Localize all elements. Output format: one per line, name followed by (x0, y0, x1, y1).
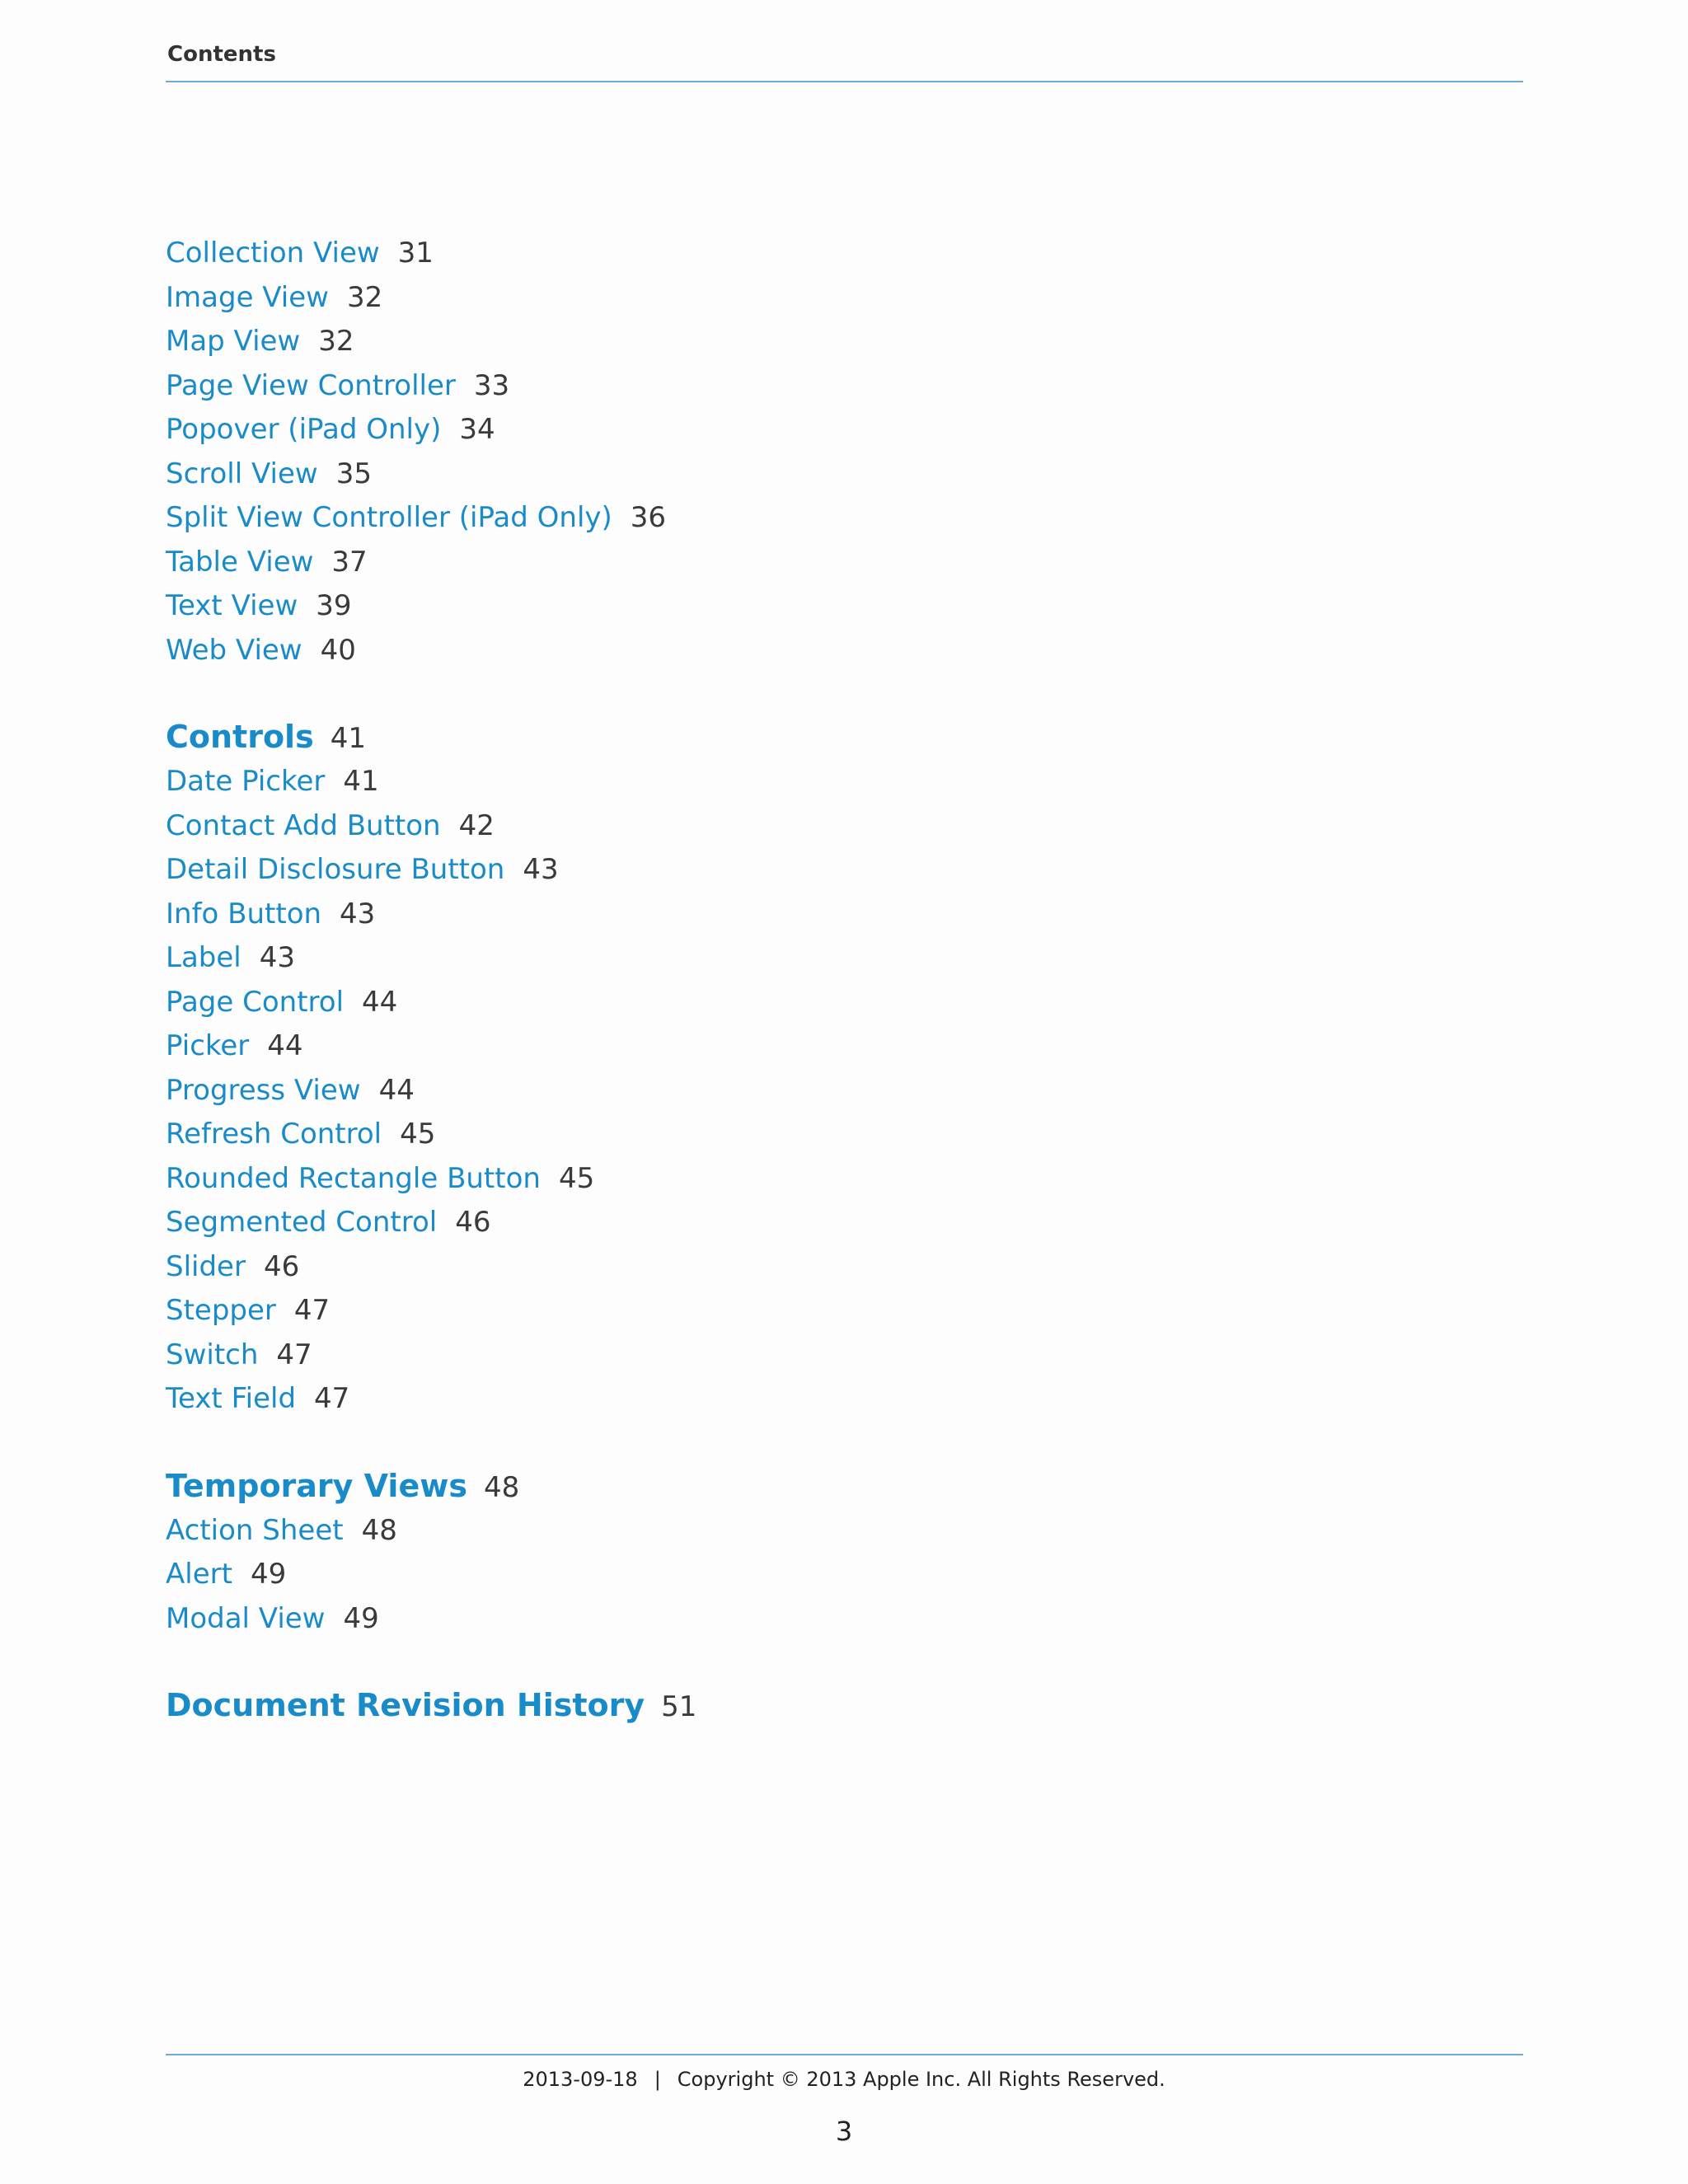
toc-entry-page-number: 42 (458, 808, 495, 842)
toc-entry-link[interactable]: Label (166, 941, 241, 974)
toc-entry[interactable] (166, 452, 1320, 497)
toc-entry-page-number: 35 (335, 457, 372, 490)
toc-entry-page-number: 44 (362, 985, 398, 1019)
footer-date: 2013-09-18 (523, 2068, 638, 2091)
footer-rule (166, 2054, 1523, 2055)
toc-entry-page-number: 43 (340, 897, 376, 930)
toc-entry-page-number: 37 (331, 545, 368, 579)
toc-entry-link[interactable]: Image View (166, 280, 329, 314)
toc-entry-link[interactable]: Action Sheet (166, 1513, 344, 1547)
toc-entry-link[interactable]: Contact Add Button (166, 808, 441, 842)
toc-entry-page-number: 34 (459, 413, 495, 446)
toc-entry[interactable] (166, 232, 1320, 276)
toc-entry[interactable] (166, 629, 1320, 673)
toc-heading-link[interactable]: Document Revision History (166, 1687, 645, 1723)
toc-entry-page-number: 46 (455, 1206, 491, 1239)
toc-section-heading[interactable] (166, 714, 1320, 760)
toc-entry-link[interactable]: Refresh Control (166, 1118, 382, 1151)
toc-entry-link[interactable]: Info Button (166, 897, 322, 930)
toc-entry-link[interactable]: Split View Controller (iPad Only) (166, 501, 612, 534)
toc-section (166, 714, 1320, 1422)
toc-entry[interactable] (166, 496, 1320, 541)
toc-entry[interactable] (166, 848, 1320, 893)
toc-heading-page-number: 41 (330, 722, 366, 755)
toc-entry-page-number: 41 (343, 765, 379, 798)
toc-entry[interactable] (166, 1113, 1320, 1157)
toc-entry[interactable] (166, 893, 1320, 937)
toc-entry-link[interactable]: Web View (166, 633, 302, 667)
footer-copyright: Copyright © 2013 Apple Inc. All Rights Reserved. (677, 2068, 1165, 2091)
toc-heading-link[interactable]: Temporary Views (166, 1467, 467, 1504)
toc-section (166, 1682, 1320, 1728)
toc-entry[interactable] (166, 981, 1320, 1025)
toc-entry-page-number: 43 (259, 941, 295, 974)
toc-heading-page-number: 48 (483, 1470, 520, 1504)
toc-section (166, 232, 1320, 673)
toc-entry[interactable] (166, 584, 1320, 629)
toc-heading-link[interactable]: Controls (166, 719, 314, 755)
toc-entry-page-number: 31 (397, 237, 434, 269)
page-header-title: Contents (167, 42, 276, 67)
toc-entry-link[interactable]: Picker (166, 1029, 250, 1062)
toc-entry-page-number: 48 (361, 1513, 397, 1547)
toc-entry-page-number: 46 (263, 1249, 300, 1283)
toc-entry-page-number: 43 (523, 853, 559, 886)
toc-entry[interactable] (166, 1509, 1320, 1554)
toc-entry-link[interactable]: Switch (166, 1338, 259, 1371)
toc-entry-page-number: 44 (267, 1029, 303, 1062)
toc-entry-page-number: 49 (250, 1558, 287, 1591)
toc-entry[interactable] (166, 364, 1320, 409)
page-number: 3 (835, 2116, 853, 2147)
toc-entry-page-number: 33 (473, 368, 510, 402)
toc-entry-link[interactable]: Text View (166, 589, 298, 622)
toc-entry[interactable] (166, 1024, 1320, 1069)
toc-entry-page-number: 47 (314, 1382, 350, 1415)
toc-entry[interactable] (166, 1597, 1320, 1642)
toc-entry[interactable] (166, 1553, 1320, 1597)
toc-entry[interactable] (166, 1377, 1320, 1422)
footer-separator: | (654, 2068, 661, 2091)
toc-entry-page-number: 47 (276, 1338, 312, 1371)
toc-entry[interactable] (166, 408, 1320, 452)
toc-entry[interactable] (166, 1201, 1320, 1245)
toc-entry[interactable] (166, 1289, 1320, 1333)
toc-entry[interactable] (166, 804, 1320, 849)
toc-entry-link[interactable]: Modal View (166, 1601, 326, 1635)
toc-entry[interactable] (166, 541, 1320, 585)
toc-entry[interactable] (166, 1245, 1320, 1290)
header-rule (166, 81, 1523, 82)
toc-entry-page-number: 36 (630, 501, 667, 534)
toc-section-heading[interactable] (166, 1682, 1320, 1728)
toc-entry-link[interactable]: Table View (166, 545, 314, 579)
toc-entry-page-number: 45 (400, 1118, 436, 1151)
toc-entry-link[interactable]: Alert (166, 1558, 232, 1591)
toc-entry-page-number: 45 (558, 1161, 595, 1195)
toc-entry-link[interactable]: Segmented Control (166, 1206, 438, 1239)
toc-entry-page-number: 32 (346, 280, 383, 314)
toc-entry-link[interactable]: Page View Controller (166, 368, 456, 402)
toc-entry-link[interactable]: Popover (iPad Only) (166, 413, 442, 446)
toc-section-heading[interactable] (166, 1463, 1320, 1509)
toc-entry[interactable] (166, 1069, 1320, 1113)
toc-entry[interactable] (166, 760, 1320, 804)
toc-entry-page-number: 40 (320, 633, 356, 667)
table-of-contents (166, 232, 1320, 1728)
toc-entry-link[interactable]: Collection View (166, 237, 380, 269)
toc-entry[interactable] (166, 1157, 1320, 1202)
toc-entry-page-number: 49 (343, 1601, 379, 1635)
toc-entry-link[interactable]: Detail Disclosure Button (166, 853, 505, 886)
toc-entry-page-number: 39 (316, 589, 352, 622)
toc-entry-link[interactable]: Scroll View (166, 457, 318, 490)
toc-entry-page-number: 32 (318, 325, 354, 358)
toc-entry-link[interactable]: Text Field (166, 1382, 297, 1415)
toc-entry[interactable] (166, 1333, 1320, 1378)
toc-entry[interactable] (166, 936, 1320, 981)
toc-entry[interactable] (166, 320, 1320, 364)
toc-section (166, 1463, 1320, 1642)
toc-entry-link[interactable]: Date Picker (166, 765, 326, 798)
toc-entry-link[interactable]: Stepper (166, 1294, 276, 1327)
toc-entry-link[interactable]: Rounded Rectangle Button (166, 1161, 541, 1195)
toc-entry-link[interactable]: Progress View (166, 1073, 361, 1107)
toc-entry[interactable] (166, 276, 1320, 321)
toc-entry-link[interactable]: Map View (166, 325, 301, 358)
toc-entry-link[interactable]: Page Control (166, 985, 345, 1019)
toc-entry-page-number: 47 (293, 1294, 331, 1327)
footer-copyright-line (0, 2065, 1688, 2093)
toc-entry-link[interactable]: Slider (166, 1249, 246, 1283)
toc-entry-page-number: 44 (378, 1073, 415, 1107)
toc-heading-page-number: 51 (661, 1690, 697, 1723)
